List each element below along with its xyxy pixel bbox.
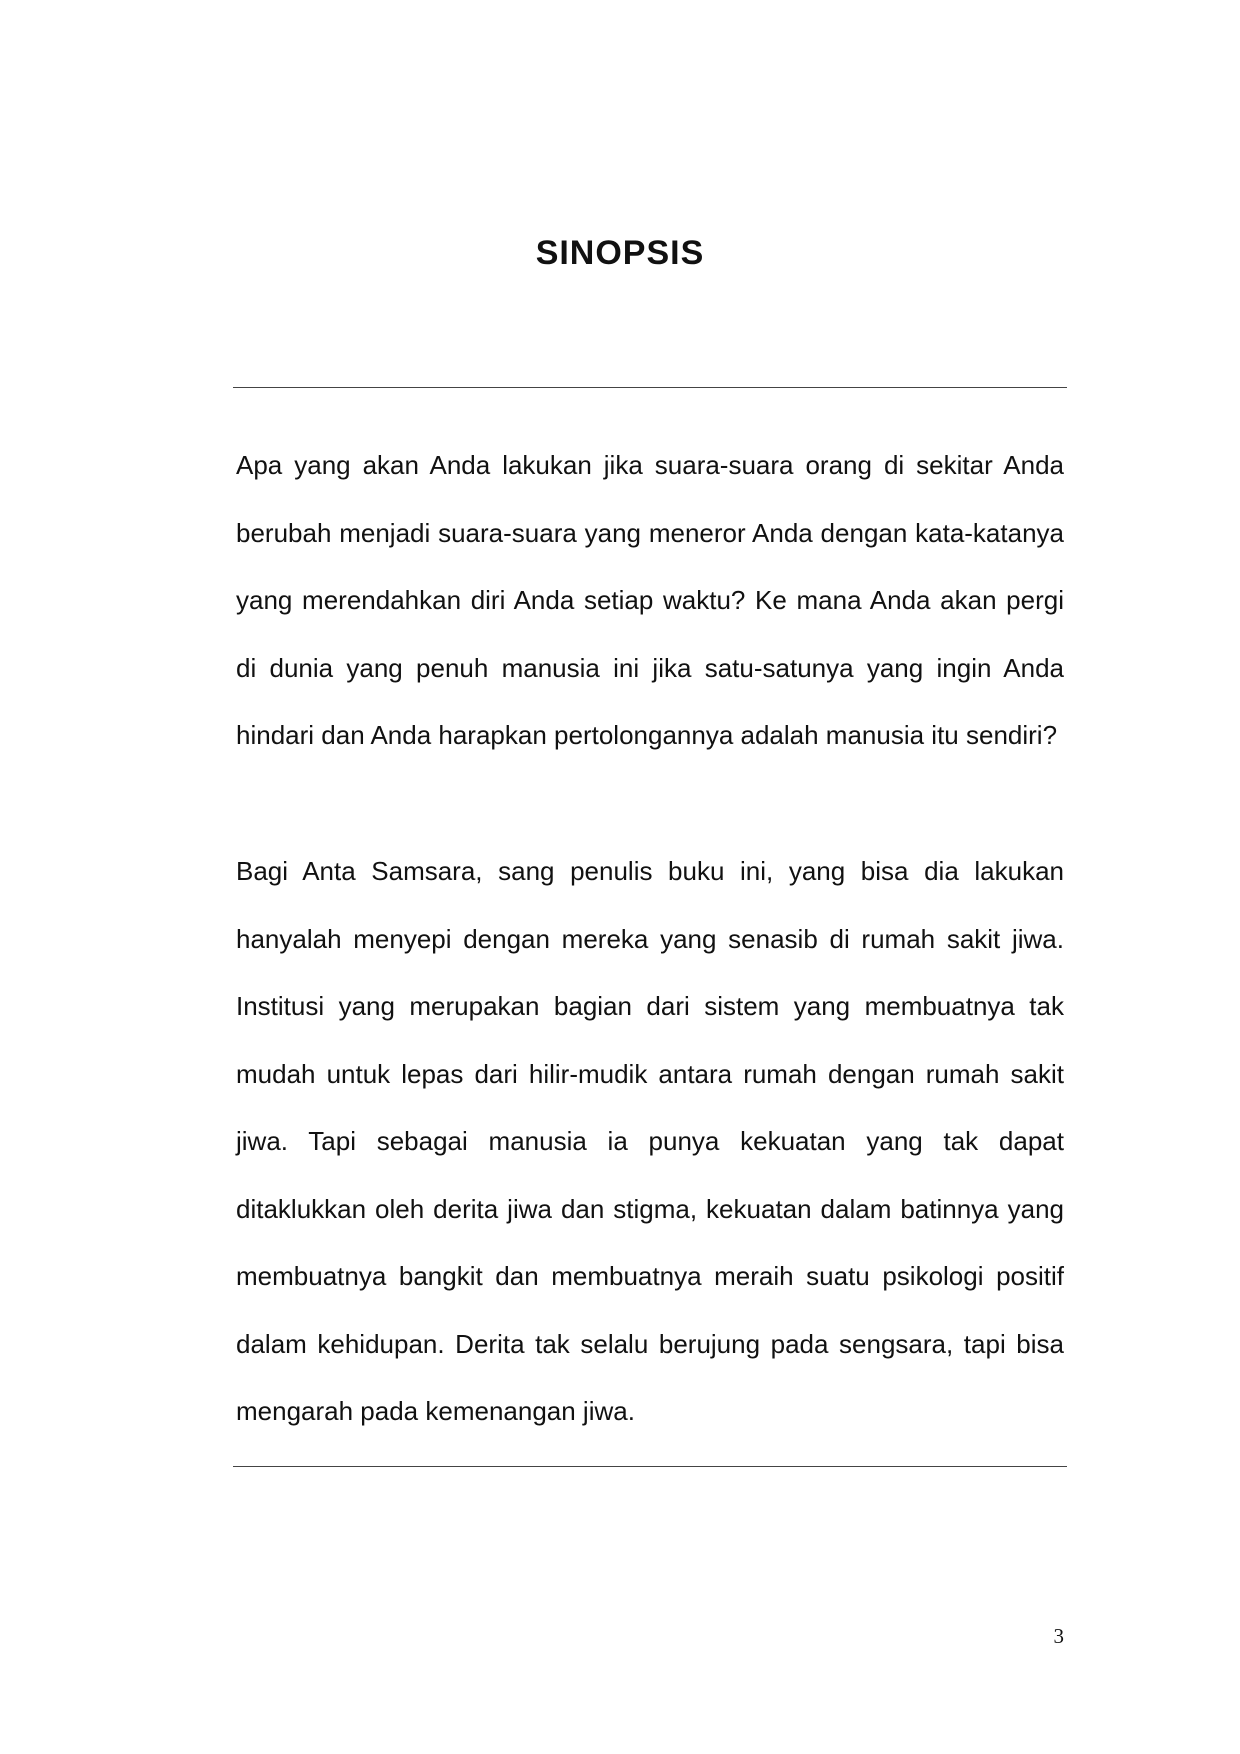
bottom-divider: [233, 1466, 1067, 1467]
synopsis-paragraph-1: Apa yang akan Anda lakukan jika suara-suara orang di sekitar Anda berubah menjadi suara-suara yang meneror Anda dengan kata-katanya yang merendahkan diri Anda setiap waktu? Ke mana Anda akan pergi di dunia yang penuh manusia ini jika satu-satunya yang ingin Anda hindari dan Anda harapkan pertolongannya adalah manusia itu sendiri?: [236, 450, 1064, 750]
page-title: SINOPSIS: [535, 234, 705, 272]
page-number: 3: [1053, 1624, 1064, 1648]
synopsis-paragraph-2: Bagi Anta Samsara, sang penulis buku ini, yang bisa dia lakukan hanyalah menyepi dengan mereka yang senasib di rumah sakit jiwa. Institusi yang merupakan bagian dari sistem yang membuatnya tak mudah untuk lepas dari hilir-mudik antara rumah dengan rumah sakit jiwa. Tapi sebagai manusia ia punya kekuatan yang tak dapat ditaklukkan oleh derita jiwa dan stigma, kekuatan dalam batinnya yang membuatnya bangkit dan membuatnya meraih suatu psikologi positif dalam kehidupan. Derita tak selalu berujung pada sengsara, tapi bisa mengarah pada kemenangan jiwa.: [236, 856, 1064, 1426]
top-divider: [233, 387, 1067, 388]
